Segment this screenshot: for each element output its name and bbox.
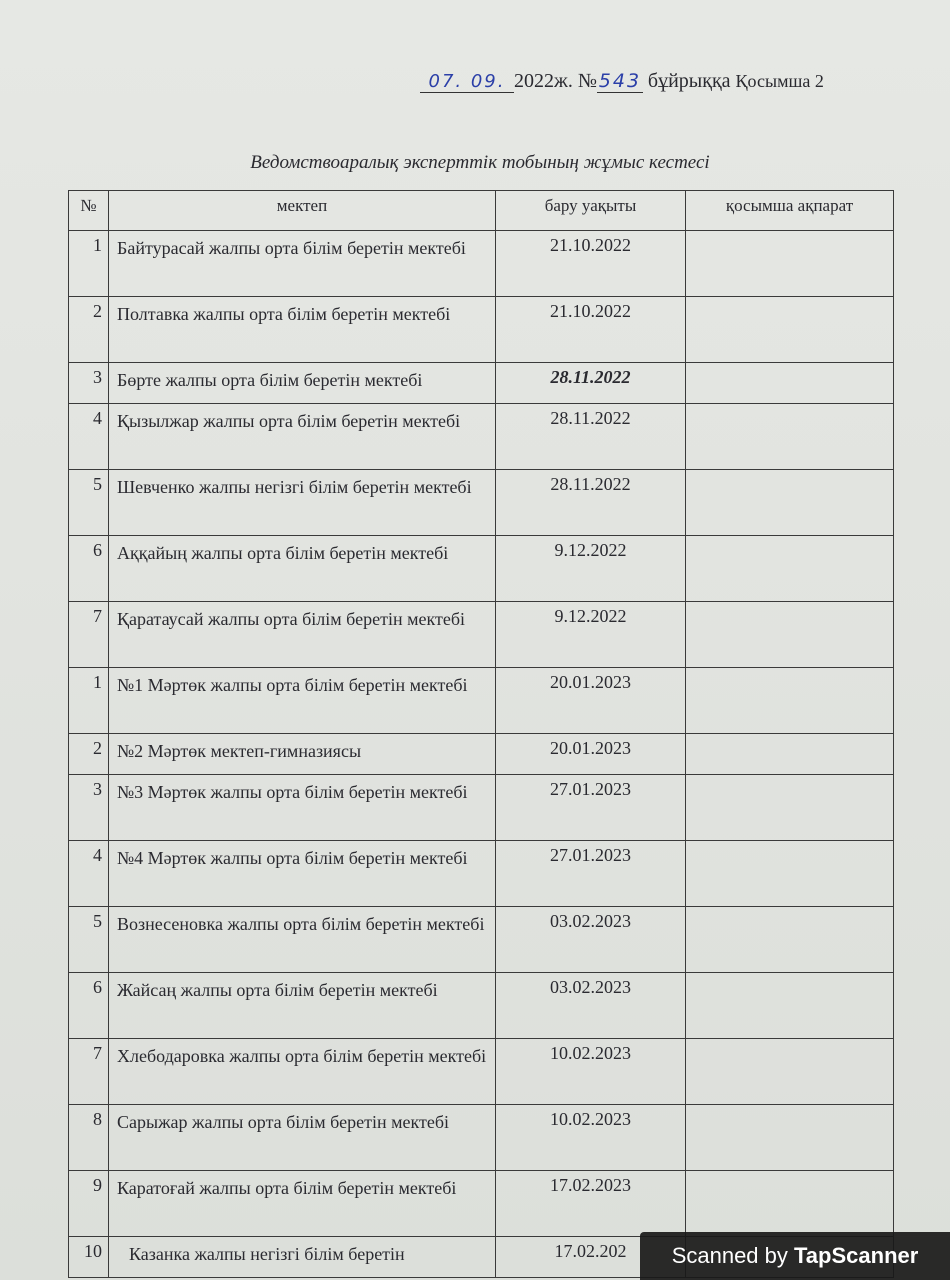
additional-info — [686, 734, 894, 775]
watermark-prefix: Scanned by — [671, 1243, 794, 1268]
appendix-label: Қосымша 2 — [735, 71, 824, 91]
visit-date: 28.11.2022 — [496, 363, 686, 404]
school-name: Вознесеновка жалпы орта білім беретін мектебі — [109, 907, 496, 973]
visit-date: 17.02.202 — [496, 1237, 686, 1278]
visit-date: 9.12.2022 — [496, 536, 686, 602]
handwritten-order-number: 543 — [598, 70, 642, 92]
school-name: Шевченко жалпы негізгі білім беретін мектебі — [109, 470, 496, 536]
row-number: 6 — [69, 973, 109, 1039]
column-header-additional-info: қосымша ақпарат — [686, 191, 894, 231]
row-number: 8 — [69, 1105, 109, 1171]
additional-info — [686, 602, 894, 668]
row-number: 2 — [69, 297, 109, 363]
visit-date: 03.02.2023 — [496, 907, 686, 973]
table-row — [69, 602, 894, 668]
visit-date: 9.12.2022 — [496, 602, 686, 668]
additional-info — [686, 668, 894, 734]
watermark-brand: TapScanner — [794, 1243, 919, 1268]
school-name: Жайсаң жалпы орта білім беретін мектебі — [109, 973, 496, 1039]
additional-info — [686, 775, 894, 841]
visit-date: 27.01.2023 — [496, 775, 686, 841]
additional-info — [686, 1105, 894, 1171]
additional-info — [686, 973, 894, 1039]
row-number: 6 — [69, 536, 109, 602]
row-number: 7 — [69, 1039, 109, 1105]
table-row — [69, 1039, 894, 1105]
row-number: 4 — [69, 841, 109, 907]
school-name: Байтурасай жалпы орта білім беретін мектебі — [109, 231, 496, 297]
school-name: Каратоғай жалпы орта білім беретін мектебі — [109, 1171, 496, 1237]
additional-info — [686, 1171, 894, 1237]
visit-date: 10.02.2023 — [496, 1039, 686, 1105]
visit-date: 21.10.2022 — [496, 297, 686, 363]
table-row — [69, 363, 894, 404]
table-row — [69, 404, 894, 470]
school-name: Бөрте жалпы орта білім беретін мектебі — [109, 363, 496, 404]
table-row — [69, 973, 894, 1039]
order-year-label: 2022ж. № — [514, 70, 597, 92]
document-title: Ведомствоаралық эксперттік тобының жұмыс кестесі — [250, 152, 710, 173]
additional-info — [686, 841, 894, 907]
table-row — [69, 1171, 894, 1237]
school-name: Полтавка жалпы орта білім беретін мектебі — [109, 297, 496, 363]
visit-date: 27.01.2023 — [496, 841, 686, 907]
row-number: 7 — [69, 602, 109, 668]
additional-info — [686, 404, 894, 470]
table-row — [69, 536, 894, 602]
order-word: бұйрыққа — [647, 70, 731, 92]
visit-date: 28.11.2022 — [496, 470, 686, 536]
table-row — [69, 668, 894, 734]
additional-info — [686, 297, 894, 363]
additional-info — [686, 536, 894, 602]
visit-date: 03.02.2023 — [496, 973, 686, 1039]
additional-info — [686, 907, 894, 973]
school-name: Хлебодаровка жалпы орта білім беретін мектебі — [109, 1039, 496, 1105]
school-name: Қаратаусай жалпы орта білім беретін мектебі — [109, 602, 496, 668]
school-name: №4 Мәртөк жалпы орта білім беретін мектебі — [109, 841, 496, 907]
table-row — [69, 1105, 894, 1171]
row-number: 9 — [69, 1171, 109, 1237]
visit-date: 21.10.2022 — [496, 231, 686, 297]
row-number: 10 — [69, 1237, 109, 1278]
additional-info — [686, 470, 894, 536]
visit-date: 10.02.2023 — [496, 1105, 686, 1171]
row-number: 5 — [69, 907, 109, 973]
school-name: №1 Мәртөк жалпы орта білім беретін мектебі — [109, 668, 496, 734]
visit-date: 20.01.2023 — [496, 734, 686, 775]
school-name: №3 Мәртөк жалпы орта білім беретін мектебі — [109, 775, 496, 841]
handwritten-order-date: 07. 09. — [420, 71, 514, 93]
table-row — [69, 297, 894, 363]
schedule-table — [68, 190, 894, 1278]
school-name: Сарыжар жалпы орта білім беретін мектебі — [109, 1105, 496, 1171]
row-number: 4 — [69, 404, 109, 470]
school-name: Қызылжар жалпы орта білім беретін мектебі — [109, 404, 496, 470]
school-name: Аққайың жалпы орта білім беретін мектебі — [109, 536, 496, 602]
scanner-watermark — [640, 1232, 950, 1280]
additional-info — [686, 363, 894, 404]
table-row — [69, 734, 894, 775]
row-number: 2 — [69, 734, 109, 775]
table-row — [69, 470, 894, 536]
row-number: 3 — [69, 363, 109, 404]
row-number: 1 — [69, 231, 109, 297]
table-row — [69, 775, 894, 841]
table-row — [69, 841, 894, 907]
visit-date: 28.11.2022 — [496, 404, 686, 470]
visit-date: 17.02.2023 — [496, 1171, 686, 1237]
additional-info — [686, 231, 894, 297]
table-row — [69, 231, 894, 297]
row-number: 5 — [69, 470, 109, 536]
column-header-visit-time: бару уақыты — [496, 191, 686, 231]
additional-info — [686, 1039, 894, 1105]
school-name: №2 Мәртөк мектеп-гимназиясы — [109, 734, 496, 775]
order-reference-header — [420, 70, 940, 93]
table-row — [69, 907, 894, 973]
school-name: Казанка жалпы негізгі білім беретін — [109, 1237, 496, 1278]
table-header-row — [69, 191, 894, 231]
row-number: 3 — [69, 775, 109, 841]
row-number: 1 — [69, 668, 109, 734]
visit-date: 20.01.2023 — [496, 668, 686, 734]
column-header-school: мектеп — [109, 191, 496, 231]
column-header-number: № — [69, 191, 109, 231]
